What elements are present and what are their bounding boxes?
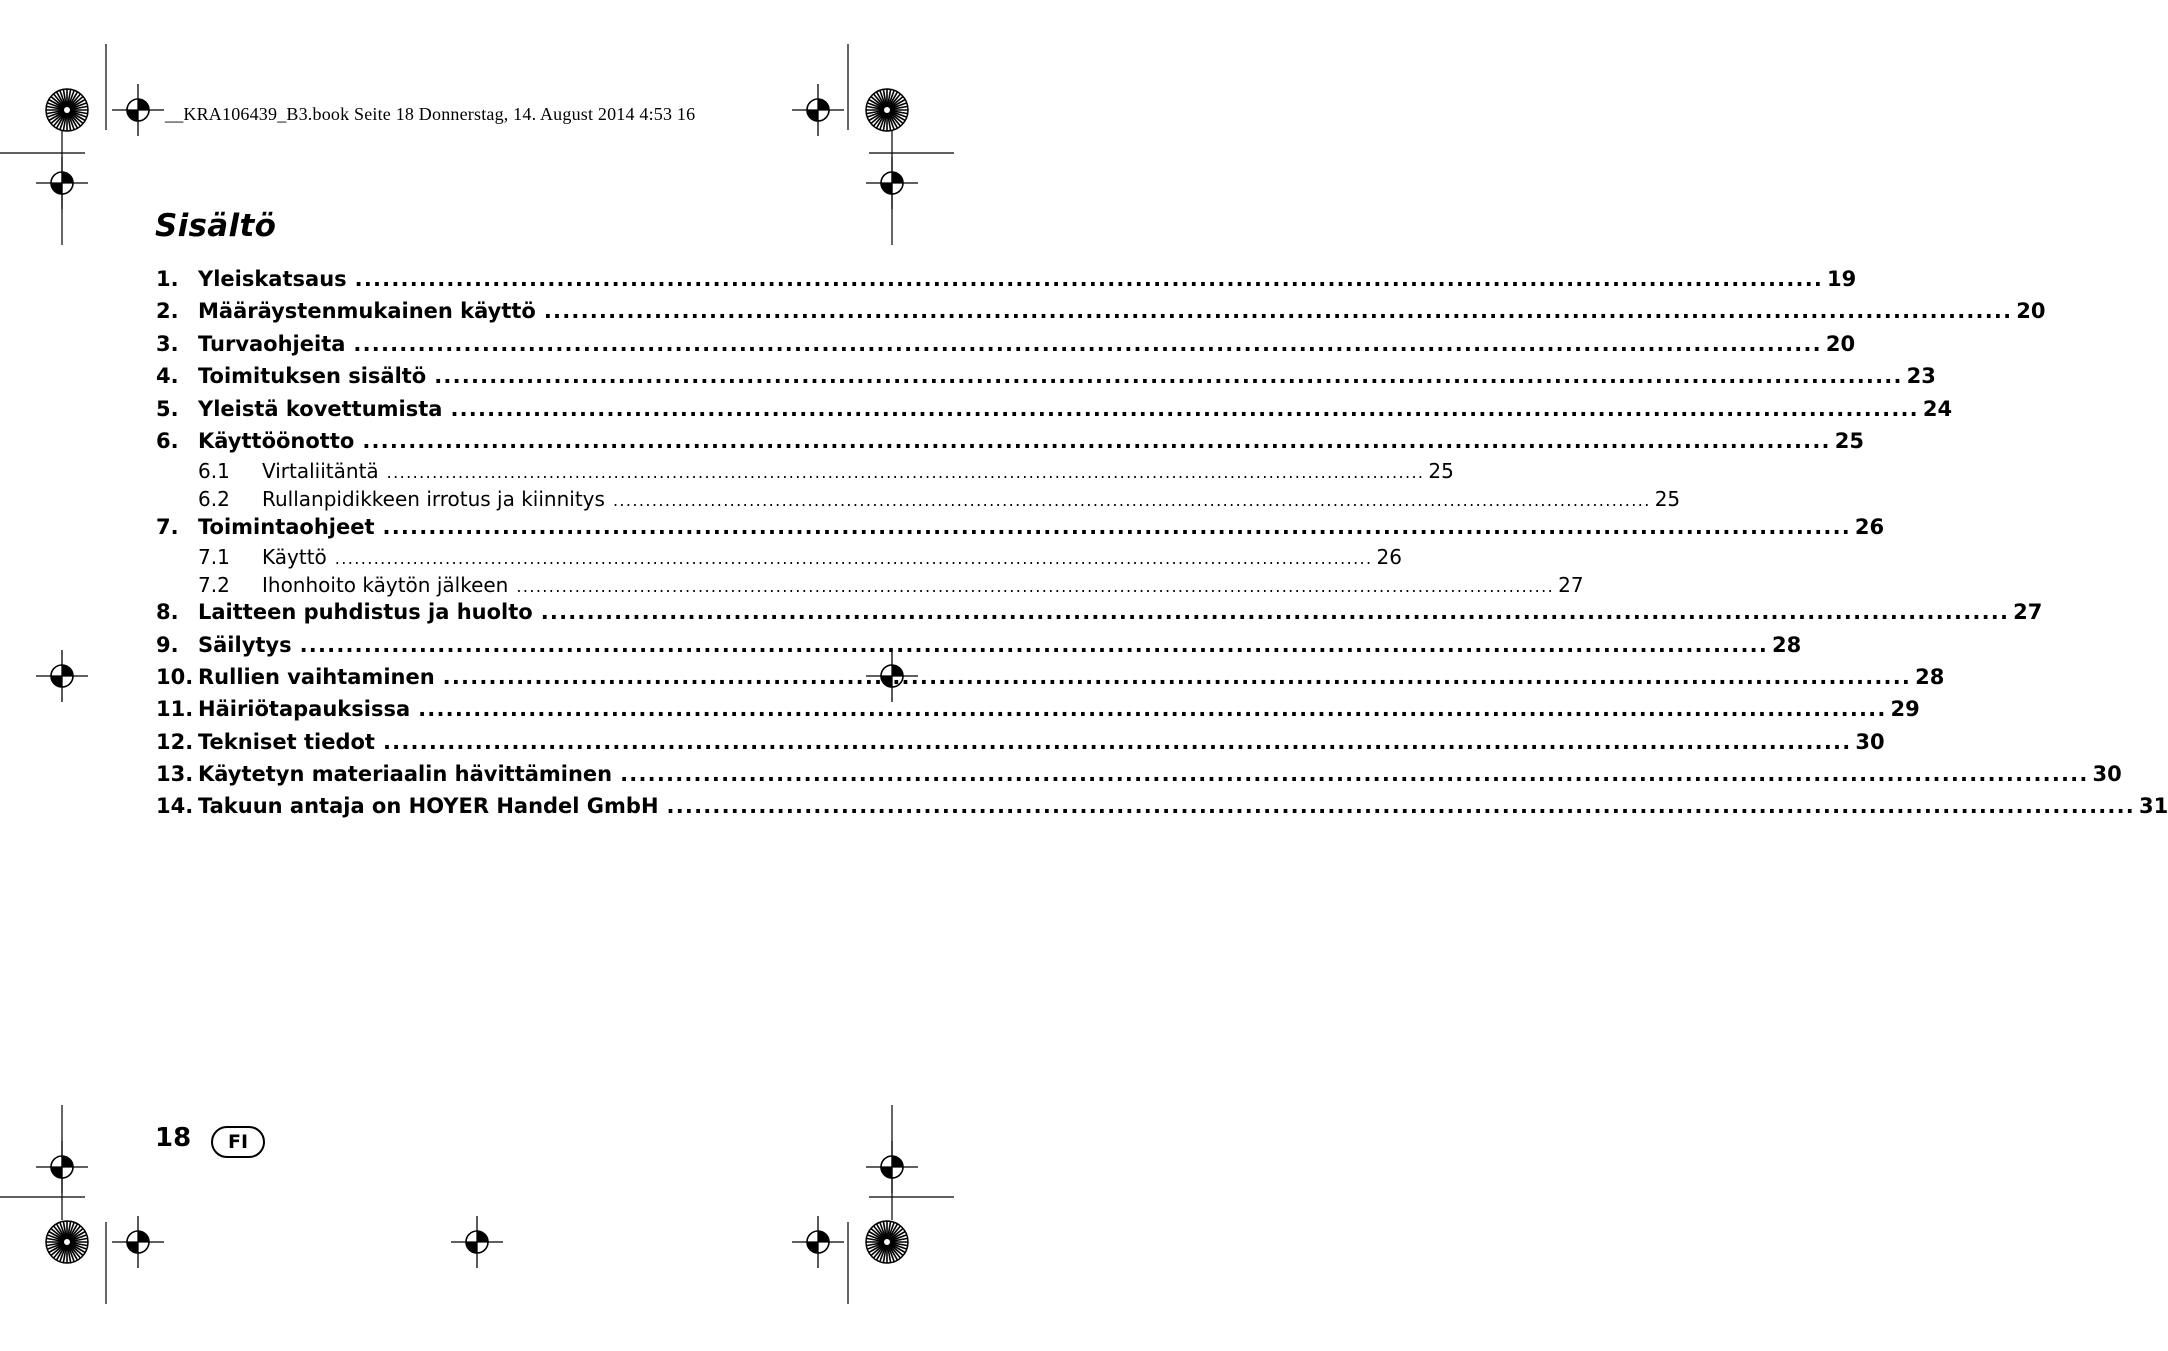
toc-label: Yleistä kovettumista: [198, 396, 443, 421]
registration-mark-icon: [112, 84, 164, 136]
toc-label: Yleiskatsaus: [198, 267, 347, 291]
toc-number: 13.: [156, 762, 194, 787]
registration-mark-icon: [451, 1216, 503, 1268]
toc-leader-dots: ................................................................................................................................................................: [543, 299, 2013, 324]
toc-leader-dots: ................................................................................................................................................................: [540, 600, 2010, 625]
toc-leader-dots: ................................................................................................................................................................: [516, 576, 1555, 596]
toc-number: 5.: [156, 396, 179, 421]
toc-leader-dots: ................................................................................................................................................................: [450, 396, 1919, 421]
toc-label: Käyttöönotto: [198, 428, 355, 453]
toc-page-number: 29: [1890, 697, 1920, 722]
registration-mark-icon: [36, 650, 88, 702]
toc-leader-dots: ................................................................................................................................................................: [299, 632, 1769, 657]
toc-number: 7.1: [198, 544, 230, 569]
toc-leader-dots: ................................................................................................................................................................: [354, 267, 1824, 291]
toc-page-number: 26: [1854, 514, 1885, 539]
toc-entry[interactable]: [156, 600, 2043, 632]
toc-number: 14.: [156, 794, 194, 819]
toc-page-number: 31: [2138, 794, 2168, 819]
toc-leader-dots: ................................................................................................................................................................: [434, 364, 1903, 389]
toc-page-number: 25: [1428, 459, 1454, 484]
star-target-icon: [46, 89, 88, 131]
toc-label: Turvaohjeita: [198, 331, 346, 356]
toc-leader-dots: ................................................................................................................................................................: [382, 729, 1852, 754]
toc-page-number: 26: [1376, 544, 1402, 569]
toc-number: 10.: [156, 664, 194, 689]
toc-number: 6.2: [198, 486, 230, 511]
registration-mark-icon: [792, 1216, 844, 1268]
toc-page-number: 27: [2013, 600, 2043, 625]
toc-label: Toimituksen sisältö: [198, 364, 427, 389]
toc-subentry[interactable]: [156, 486, 1681, 515]
toc-subentry[interactable]: [156, 572, 1584, 601]
toc-subentry[interactable]: [156, 459, 1454, 487]
toc-leader-dots: ................................................................................................................................................................: [386, 463, 1425, 483]
toc-entry[interactable]: [156, 794, 2168, 826]
toc-label: Ihonhoito käytön jälkeen: [262, 572, 509, 597]
toc-leader-dots: ................................................................................................................................................................: [620, 762, 2089, 787]
toc-number: 4.: [156, 364, 179, 389]
toc-entry[interactable]: [156, 632, 1802, 665]
toc-label: Määräystenmukainen käyttö: [198, 299, 536, 324]
toc-number: 1.: [156, 267, 179, 291]
toc-leader-dots: ................................................................................................................................................................: [362, 428, 1831, 453]
toc-page-number: 30: [2092, 762, 2122, 787]
toc-number: 8.: [156, 600, 179, 625]
toc-label: Säilytys: [198, 632, 292, 657]
star-target-icon: [46, 1221, 88, 1263]
page-number: 18: [155, 1123, 192, 1153]
star-target-icon: [866, 89, 908, 131]
toc-label: Toimintaohjeet: [198, 514, 375, 539]
toc-label: Käyttö: [262, 544, 327, 569]
toc-page-number: 24: [1922, 396, 1953, 421]
toc-leader-dots: ................................................................................................................................................................: [382, 514, 1851, 539]
toc-number: 9.: [156, 632, 179, 657]
toc-number: 2.: [156, 299, 179, 324]
registration-mark-icon: [36, 1141, 88, 1193]
toc-label: Rullien vaihtaminen: [198, 664, 435, 689]
language-code: FI: [227, 1131, 249, 1153]
toc-entry[interactable]: [156, 364, 1936, 396]
toc-number: 7.2: [198, 572, 230, 597]
language-badge: [211, 1126, 265, 1158]
toc-leader-dots: ................................................................................................................................................................: [418, 697, 1887, 722]
toc-label: Häiriötapauksissa: [198, 697, 411, 722]
toc-entry[interactable]: [156, 267, 1857, 299]
toc-number: 12.: [156, 729, 194, 754]
toc-entry[interactable]: [156, 428, 1864, 461]
toc-entry[interactable]: [156, 729, 1885, 762]
toc-label: Rullanpidikkeen irrotus ja kiinnitys: [262, 486, 605, 511]
toc-page-number: 23: [1906, 364, 1936, 389]
toc-page-number: 19: [1827, 267, 1857, 291]
registration-mark-icon: [792, 84, 844, 136]
registration-mark-icon: [112, 1216, 164, 1268]
toc-label: Käytetyn materiaalin hävittäminen: [198, 762, 613, 787]
toc-number: 6.1: [198, 459, 230, 484]
toc-label: Tekniset tiedot: [198, 729, 375, 754]
page-title: Sisältö: [155, 208, 277, 244]
toc-number: 3.: [156, 331, 179, 356]
toc-page-number: 25: [1654, 486, 1681, 511]
toc-leader-dots: ................................................................................................................................................................: [442, 664, 1912, 689]
toc-leader-dots: ................................................................................................................................................................: [666, 794, 2135, 819]
toc-number: 11.: [156, 697, 194, 722]
toc-subentry[interactable]: [156, 544, 1402, 573]
toc-label: Takuun antaja on HOYER Handel GmbH: [198, 794, 659, 819]
star-target-icon: [866, 1221, 908, 1263]
toc-page-number: 30: [1855, 729, 1885, 754]
toc-leader-dots: ................................................................................................................................................................: [334, 548, 1373, 568]
toc-entry[interactable]: [156, 331, 1856, 364]
toc-entry[interactable]: [156, 664, 1945, 697]
toc-label: Laitteen puhdistus ja huolto: [198, 600, 533, 625]
toc-entry[interactable]: [156, 697, 1920, 729]
toc-page-number: 25: [1834, 428, 1864, 453]
toc-label: Virtaliitäntä: [262, 459, 379, 484]
toc-entry[interactable]: [156, 396, 1953, 429]
toc-entry[interactable]: [156, 514, 1885, 547]
table-of-contents: [156, 267, 2168, 827]
print-slug-header: __KRA106439_B3.book Seite 18 Donnerstag, 14. August 2014 4:53 16: [165, 104, 696, 124]
toc-page-number: 28: [1915, 664, 1945, 689]
toc-entry[interactable]: [156, 762, 2122, 794]
toc-page-number: 28: [1772, 632, 1802, 657]
registration-mark-icon: [36, 157, 88, 209]
toc-leader-dots: ................................................................................................................................................................: [353, 331, 1822, 356]
registration-mark-icon: [866, 157, 918, 209]
toc-page-number: 27: [1558, 572, 1584, 597]
toc-leader-dots: ................................................................................................................................................................: [612, 490, 1651, 510]
registration-mark-icon: [866, 1141, 918, 1193]
toc-entry[interactable]: [156, 299, 2046, 331]
toc-number: 7.: [156, 514, 179, 539]
toc-page-number: 20: [1825, 331, 1856, 356]
toc-number: 6.: [156, 428, 179, 453]
toc-page-number: 20: [2016, 299, 2046, 324]
